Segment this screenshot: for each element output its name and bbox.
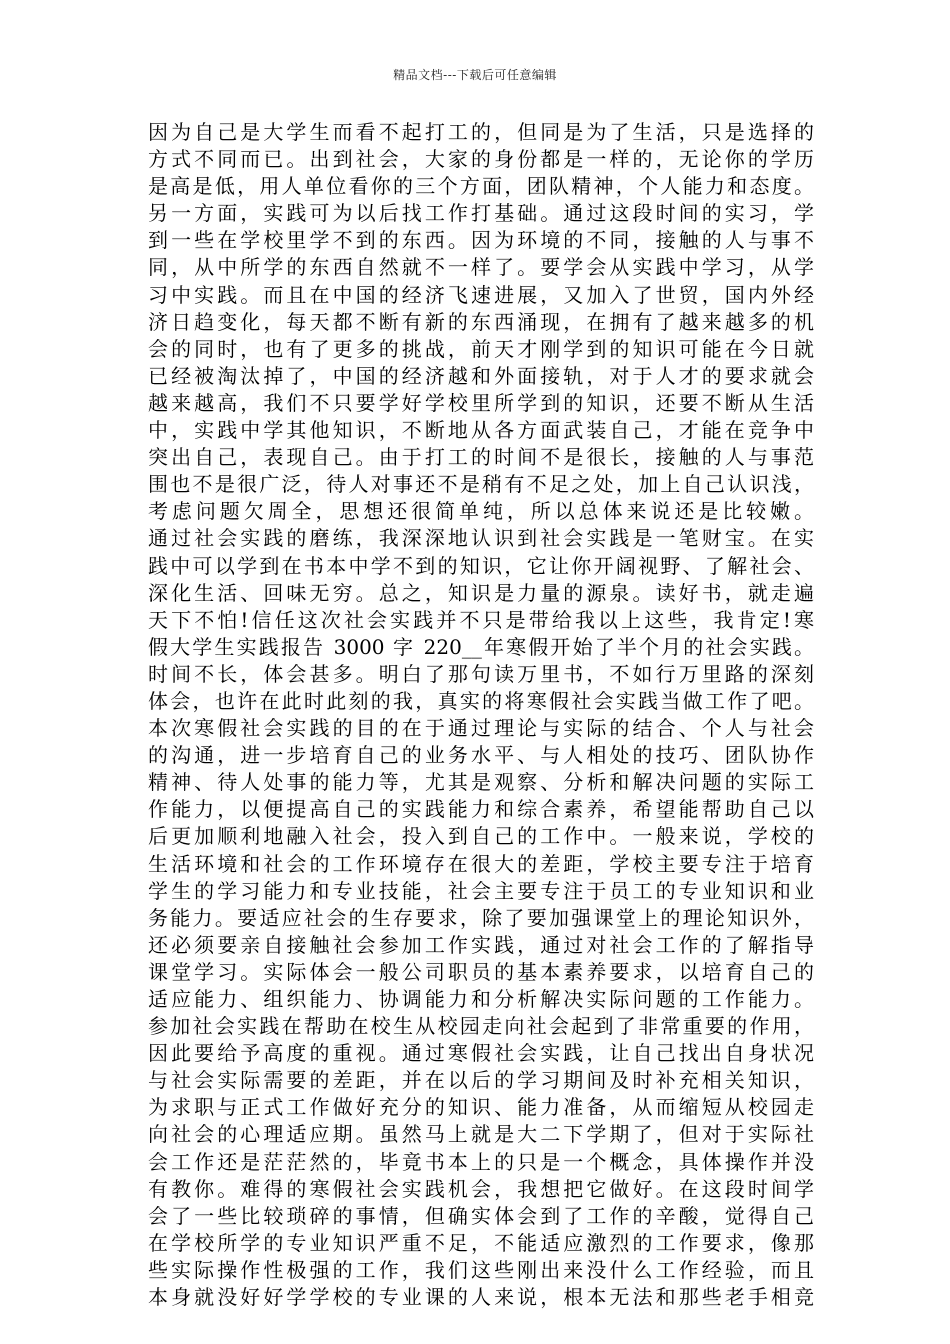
text-line: 围也不是很广泛，待人对事还不是稍有不足之处，加上自己认识浅，: [148, 472, 814, 497]
text-line: 本身就没好好学学校的专业课的人来说，根本无法和那些老手相竞: [148, 1285, 814, 1310]
text-line: 与社会实际需要的差距，并在以后的学习期间及时补充相关知识，: [148, 1068, 814, 1093]
text-line: 是高是低，用人单位看你的三个方面，团队精神，个人能力和态度。: [148, 174, 814, 199]
text-line: 方式不同而已。出到社会，大家的身份都是一样的，无论你的学历: [148, 147, 814, 172]
text-line: 在学校所学的专业知识严重不足，不能适应激烈的工作要求，像那: [148, 1230, 814, 1255]
body-text: [148, 119, 814, 1311]
text-line: 通过社会实践的磨练，我深深地认识到社会实践是一笔财宝。在实: [148, 526, 814, 551]
text-line: 适应能力、组织能力、协调能力和分析解决实际问题的工作能力。: [148, 987, 814, 1011]
text-line: 体会，也许在此时此刻的我，真实的将寒假社会实践当做工作了吧。: [148, 688, 814, 713]
text-line: 生活环境和社会的工作环境存在很大的差距，学校主要专注于培育: [148, 851, 814, 876]
text-line: 作能力，以便提高自己的实践能力和综合素养，希望能帮助自己以: [148, 797, 814, 822]
text-line: 向社会的心理适应期。虽然马上就是大二下学期了，但对于实际社: [148, 1122, 814, 1147]
text-line: 会的同时，也有了更多的挑战，前天才刚学到的知识可能在今日就: [148, 336, 814, 361]
text-line: 的沟通，进一步培育自己的业务水平、与人相处的技巧、团队协作: [148, 743, 814, 768]
text-line: 课堂学习。实际体会一般公司职员的基本素养要求，以培育自己的: [148, 959, 814, 984]
text-line: 到一些在学校里学不到的东西。因为环境的不同，接触的人与事不: [148, 228, 814, 253]
text-line: 精神、待人处事的能力等，尤其是观察、分析和解决问题的实际工: [148, 770, 814, 795]
text-line: 践中可以学到在书本中学不到的知识，它让你开阔视野、了解社会、: [148, 553, 814, 578]
text-line: 越来越高，我们不只要学好学校里所学到的知识，还要不断从生活: [148, 390, 814, 415]
text-line: 时间不长，体会甚多。明白了那句读万里书，不如行万里路的深刻: [148, 661, 814, 686]
text-line: 突出自己，表现自己。由于打工的时间不是很长，接触的人与事范: [148, 445, 814, 470]
text-line: 学生的学习能力和专业技能，社会主要专注于员工的专业知识和业: [148, 878, 814, 903]
text-line: 会了一些比较琐碎的事情，但确实体会到了工作的辛酸，觉得自己: [148, 1203, 814, 1228]
text-line: 些实际操作性极强的工作，我们这些刚出来没什么工作经验，而且: [148, 1257, 814, 1282]
text-line: 考虑问题欠周全，思想还很简单纯，所以总体来说还是比较嫩。: [148, 499, 814, 524]
text-line: 因此要给予高度的重视。通过寒假社会实践，让自己找出自身状况: [148, 1041, 814, 1066]
text-line: 有教你。难得的寒假社会实践机会，我想把它做好。在这段时间学: [148, 1176, 814, 1201]
text-line: 务能力。要适应社会的生存要求，除了要加强课堂上的理论知识外，: [148, 905, 814, 930]
text-line: 中，实践中学其他知识，不断地从各方面武装自己，才能在竞争中: [148, 418, 814, 443]
text-line: 因为自己是大学生而看不起打工的，但同是为了生活，只是选择的: [148, 120, 814, 144]
text-line: 会工作还是茫茫然的，毕竟书本上的只是一个概念，具体操作并没: [148, 1149, 814, 1174]
text-line: 济日趋变化，每天都不断有新的东西涌现，在拥有了越来越多的机: [148, 309, 814, 334]
text-line: 为求职与正式工作做好充分的知识、能力准备，从而缩短从校园走: [148, 1095, 814, 1120]
text-line: 另一方面，实践可为以后找工作打基础。通过这段时间的实习，学: [148, 201, 814, 226]
text-line: 天下不怕!信任这次社会实践并不只是带给我以上这些，我肯定!寒: [148, 607, 814, 632]
text-line: 后更加顺利地融入社会，投入到自己的工作中。一般来说，学校的: [148, 824, 814, 849]
text-line: 同，从中所学的东西自然就不一样了。要学会从实践中学习，从学: [148, 255, 814, 280]
text-line: 已经被淘汰掉了，中国的经济越和外面接轨，对于人才的要求就会: [148, 363, 814, 388]
text-line: 还必须要亲自接触社会参加工作实践，通过对社会工作的了解指导: [148, 932, 814, 957]
text-line: 参加社会实践在帮助在校生从校园走向社会起到了非常重要的作用，: [148, 1014, 814, 1039]
page-header: 精品文档---下载后可任意编辑: [393, 68, 557, 82]
text-line: 深化生活、回味无穷。总之，知识是力量的源泉。读好书，就走遍: [148, 580, 814, 605]
text-line: 假大学生实践报告 3000 字 220__年寒假开始了半个月的社会实践。: [148, 634, 814, 659]
text-line: 本次寒假社会实践的目的在于通过理论与实际的结合、个人与社会: [148, 716, 814, 741]
text-line: 习中实践。而且在中国的经济飞速进展，又加入了世贸，国内外经: [148, 282, 814, 307]
